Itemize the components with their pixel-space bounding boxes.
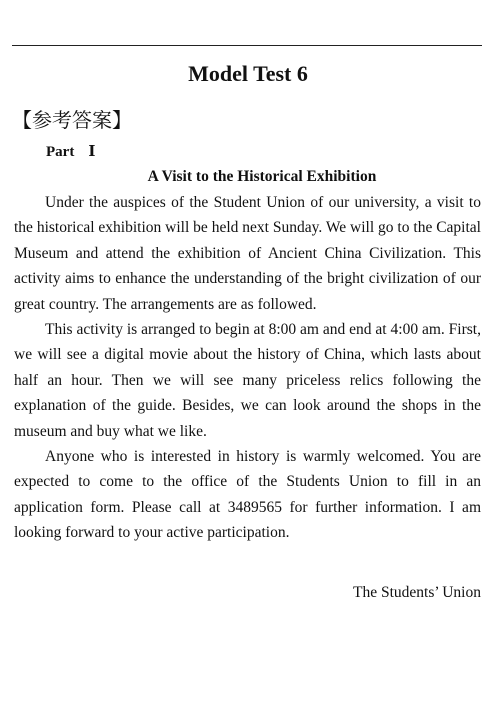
page-title: Model Test 6 [188,61,308,86]
top-rule-divider [12,45,482,46]
essay-title: A Visit to the Historical Exhibition [147,168,377,185]
essay-body [14,190,481,546]
part-numeral: Ⅰ [88,144,96,160]
answer-section-heading: 【参考答案】 [12,108,132,132]
essay-signature: The Students’ Union [352,584,481,601]
essay-paragraph: This activity is arranged to begin at 8:00 am and end at 4:00 am. First, we will see a digital movie about the history of China, which lasts about half an hour. Then we will see many priceless relics following the explanation of the guide. Besides, we can look around the shops in the museum and buy what we like. [14,321,481,440]
part-heading [46,140,95,164]
essay-paragraph: Under the auspices of the Student Union of our university, a visit to the historical exhibition will be held next Sunday. We will go to the Capital Museum and attend the exhibition of Ancient China Civilization. This activity aims to enhance the understanding of the bright civilization of our great country. The arrangements are as followed. [14,194,481,313]
part-label: Part [46,144,75,160]
essay-paragraph: Anyone who is interested in history is warmly welcomed. You are expected to come to the office of the Students Union to fill in an application form. Please call at 3489565 for further information. I am looking forward to your active participation. [14,448,481,542]
